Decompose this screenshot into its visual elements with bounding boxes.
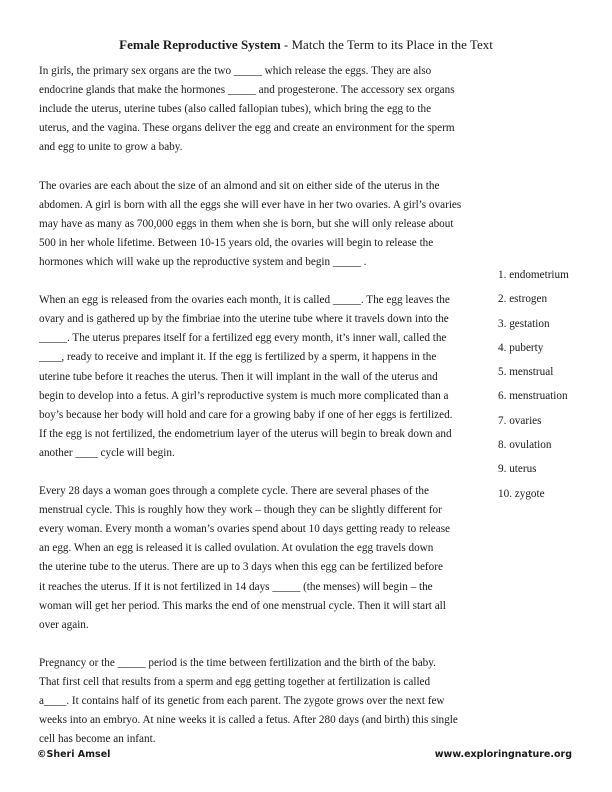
paragraph-1: [39, 62, 481, 157]
term-item: 10. zygote: [498, 487, 545, 500]
text-line: _____. The uterus prepares itself for a fertilized egg every month, it’s inner wall, called the: [39, 332, 447, 345]
text-line: In girls, the primary sex organs are the two _____ which release the eggs. They are also: [39, 65, 432, 77]
website-url: www.exploringnature.org: [434, 749, 572, 760]
text-line: every woman. Every month a woman’s ovaries spend about 10 days getting ready to release: [39, 523, 451, 536]
worksheet-title: [0, 37, 612, 53]
text-line: and egg to unite to grow a baby.: [39, 141, 183, 154]
paragraph-3: [39, 291, 481, 463]
text-line: menstrual cycle. This is roughly how they work – though they can be slightly different for: [39, 504, 442, 517]
title-subtitle: - Match the Term to its Place in the Text: [283, 37, 493, 52]
text-line: When an egg is released from the ovaries each month, it is called _____. The egg leaves the: [39, 294, 450, 307]
text-line: endocrine glands that make the hormones _____ and progesterone. The accessory sex organs: [39, 84, 455, 97]
body-text: [39, 62, 481, 768]
text-line: The ovaries are each about the size of an almond and sit on either side of the uterus in the: [39, 179, 440, 192]
text-line: it reaches the uterus. If it is not fertilized in 14 days _____ (the menses) will begin – the: [39, 580, 433, 593]
text-line: another ____ cycle will begin.: [39, 446, 175, 459]
text-line: the uterine tube to the uterus. There are up to 3 days when this egg can be fertilized before: [39, 561, 443, 574]
term-item: 7. ovaries: [498, 414, 542, 427]
text-line: abdomen. A girl is born with all the eggs she will ever have in her two ovaries. A girl’s ovaries: [39, 198, 462, 211]
text-line: may have as many as 700,000 eggs in them when she is born, but she will only release about: [39, 217, 454, 230]
text-line: uterine tube before it reaches the uterus. Then it will implant in the wall of the uterus and: [39, 370, 438, 383]
text-line: woman will get her period. This marks the end of one menstrual cycle. Then it will start all: [39, 599, 446, 612]
text-line: If the egg is not fertilized, the endometrium layer of the uterus will begin to break down and: [39, 427, 452, 440]
text-line: ____, ready to receive and implant it. If the egg is fertilized by a sperm, it happens in the: [39, 351, 437, 364]
term-item: 2. estrogen: [498, 293, 548, 306]
text-line: over again.: [39, 618, 89, 631]
text-line: boy’s because her body will hold and care for a growing baby if one of her eggs is fertilized.: [39, 408, 453, 421]
text-line: That first cell that results from a sperm and egg getting together at fertilization is called: [39, 676, 431, 688]
term-item: 3. gestation: [498, 317, 550, 330]
text-line: Every 28 days a woman goes through a complete cycle. There are several phases of the: [39, 485, 429, 498]
term-item: 8. ovulation: [498, 439, 552, 452]
text-line: cell has become an infant.: [39, 733, 156, 746]
text-line: ovary and is gathered up by the fimbriae into the uterine tube where it travels down into the: [39, 313, 449, 326]
term-list: [498, 263, 569, 506]
text-line: a____. It contains half of its genetic from each parent. The zygote grows over the next few: [39, 695, 445, 708]
text-line: Pregnancy or the _____ period is the time between fertilization and the birth of the baby.: [39, 656, 436, 669]
text-line: hormones which will wake up the reproductive system and begin _____ .: [39, 255, 367, 268]
term-item: 1. endometrium: [498, 269, 569, 281]
term-item: 4. puberty: [498, 341, 544, 354]
paragraph-5: [39, 654, 481, 749]
text-line: weeks into an embryo. At nine weeks it is called a fetus. After 280 days (and birth) this single: [39, 714, 458, 727]
paragraph-4: [39, 482, 481, 635]
text-line: an egg. When an egg is released it is called ovulation. At ovulation the egg travels down: [39, 542, 434, 555]
paragraph-2: [39, 177, 481, 272]
term-item: 5. menstrual: [498, 366, 554, 379]
text-line: 500 in her whole lifetime. Between 10-15 years old, the ovaries will begin to release the: [39, 236, 434, 249]
copyright: ©Sheri Amsel: [37, 749, 111, 760]
text-line: include the uterus, uterine tubes (also called fallopian tubes), which bring the egg to the: [39, 103, 432, 116]
term-item: 6. menstruation: [498, 390, 568, 403]
text-line: uterus, and the vagina. These organs deliver the egg and create an environment for the sperm: [39, 122, 455, 135]
text-line: begin to develop into a fetus. A girl’s reproductive system is much more complicated than a: [39, 389, 449, 402]
term-item: 9. uterus: [498, 463, 537, 476]
title-main: Female Reproductive System: [119, 37, 281, 52]
